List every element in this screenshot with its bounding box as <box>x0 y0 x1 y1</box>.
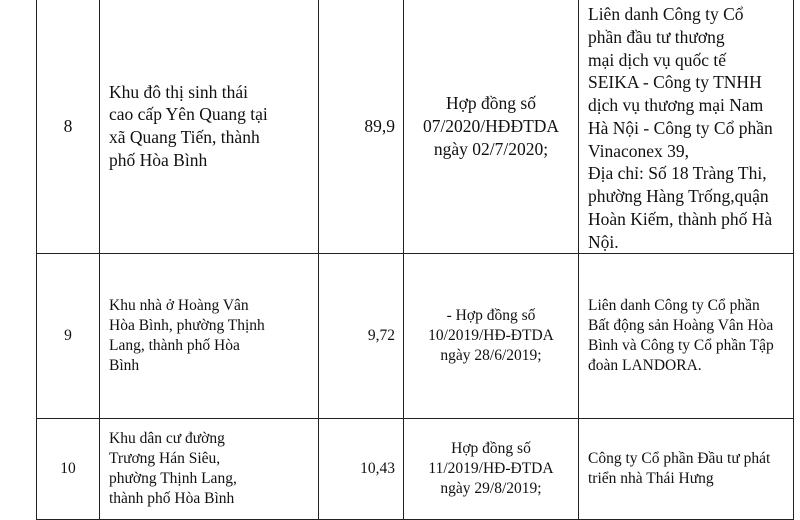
investor-line: Hoàn Kiếm, thành phố Hà <box>588 208 773 229</box>
investor-line: phường Hàng Trống,quận <box>588 186 769 206</box>
project-name-line: phố Hòa Bình <box>109 149 208 170</box>
contract-info <box>404 0 579 254</box>
contract-line: Hợp đồng số <box>446 93 536 113</box>
contract-line: 10/2019/HĐ-ĐTDA <box>428 327 554 345</box>
contract-line: - Hợp đồng số <box>446 307 536 325</box>
contract-info <box>404 254 579 419</box>
contract-line: 11/2019/HĐ-ĐTDA <box>428 460 554 478</box>
contract-line: ngày 02/7/2020; <box>433 138 549 159</box>
investor-line: SEIKA - Công ty TNHH <box>588 72 762 93</box>
contract-line: ngày 28/6/2019; <box>440 347 542 365</box>
investor-line: đoàn LANDORA. <box>588 357 702 375</box>
contract-line: Hợp đồng số <box>451 440 531 458</box>
project-area: 89,9 <box>319 0 404 254</box>
investor-line: Vinaconex 39, <box>588 140 690 161</box>
row-number: 8 <box>37 0 100 254</box>
investor-line: Liên danh Công ty Cổ phần <box>588 296 760 314</box>
project-name-line: Trương Hán Siêu, <box>109 450 221 468</box>
contract-line: ngày 29/8/2019; <box>440 480 542 498</box>
project-name-line: Khu dân cư đường <box>109 429 225 447</box>
investor-line: Nội. <box>588 231 619 252</box>
investor-line: mại dịch vụ quốc tế <box>588 49 727 70</box>
table-row <box>37 419 794 520</box>
project-name-line: thành phố Hòa Bình <box>109 490 235 508</box>
investor-line: Liên danh Công ty Cổ <box>588 4 744 24</box>
table-row <box>37 254 794 419</box>
contract-line: 07/2020/HĐĐTDA <box>422 115 560 136</box>
investor-line: phần đầu tư thương <box>588 26 725 47</box>
investor-line: Bất động sản Hoàng Vân Hòa <box>588 317 774 335</box>
project-name <box>100 419 319 520</box>
project-name-line: Hòa Bình, phường Thịnh <box>109 317 265 335</box>
investor-line: dịch vụ thương mại Nam <box>588 95 764 115</box>
project-name-line: cao cấp Yên Quang tại <box>109 104 268 125</box>
investor-line: triển nhà Thái Hưng <box>588 470 714 488</box>
investor-info <box>579 254 794 419</box>
investor-line: Hà Nội - Công ty Cổ phần <box>588 117 773 138</box>
project-name <box>100 254 319 419</box>
investor-info <box>579 0 794 254</box>
row-number: 9 <box>37 254 100 419</box>
investor-line: Địa chỉ: Số 18 Tràng Thi, <box>588 163 767 184</box>
project-name-line: xã Quang Tiến, thành <box>109 127 260 148</box>
project-area: 9,72 <box>319 254 404 419</box>
table-row <box>37 0 794 254</box>
investor-line: Công ty Cổ phần Đầu tư phát <box>588 450 771 468</box>
project-name-line: Khu nhà ở Hoàng Vân <box>109 296 249 314</box>
project-table <box>36 0 794 520</box>
project-area: 10,43 <box>319 419 404 520</box>
project-name-line: phường Thịnh Lang, <box>109 470 237 488</box>
investor-info <box>579 419 794 520</box>
project-name <box>100 0 319 254</box>
project-name-line: Khu đô thị sinh thái <box>109 81 249 102</box>
contract-info <box>404 419 579 520</box>
row-number: 10 <box>37 419 100 520</box>
investor-line: Bình và Công ty Cổ phần Tập <box>588 337 774 355</box>
project-name-line: Bình <box>109 357 140 375</box>
project-name-line: Lang, thành phố Hòa <box>109 337 240 355</box>
